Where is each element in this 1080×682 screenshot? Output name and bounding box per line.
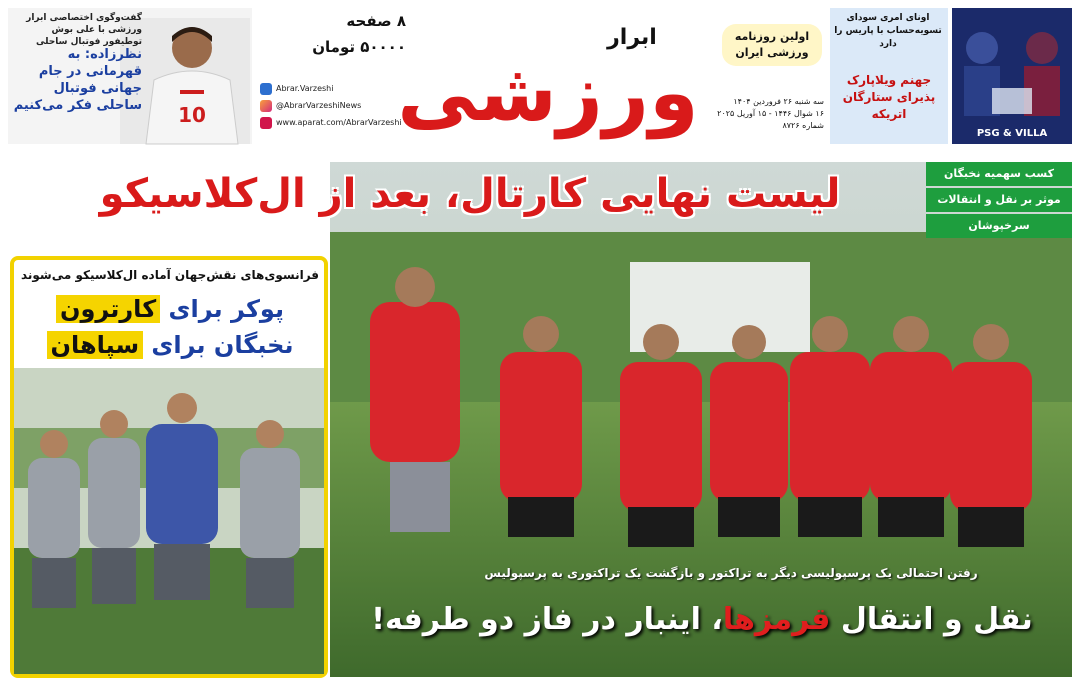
issue-number: شماره ۸۷۲۶ bbox=[782, 121, 824, 130]
promo-header: گفت‌وگوی اختصاصی ابرار ورزشی با علی بوش توطیفور فوتبال ساحلی bbox=[26, 13, 142, 47]
story-subline: رفتن احتمالی یک پرسپولیسی دیگر به تراکتور و بازگشت یک تراکتوری به پرسپولیس bbox=[484, 566, 978, 580]
bottom-headline[interactable]: نقل و انتقال قرمزها، اینبار در فاز دو طرفه! bbox=[371, 602, 1033, 637]
issue-info bbox=[262, 10, 412, 70]
green-line: کسب سهمیه نخبگان bbox=[926, 162, 1072, 186]
social-link[interactable]: www.aparat.com/AbrarVarzeshi bbox=[260, 114, 410, 131]
green-line: سرخپوشان bbox=[926, 214, 1072, 238]
date-hijri: ۱۶ شوال ۱۴۴۶ - ۱۵ آوریل ۲۰۲۵ bbox=[717, 109, 824, 118]
date-gregorian-persian: سه شنبه ۲۶ فروردین ۱۴۰۴ bbox=[733, 97, 824, 106]
logo-main-text: ورزشی bbox=[397, 46, 699, 139]
card-kicker: فرانسوی‌های نقش‌جهان آماده ال‌کلاسیکو می‌شوند bbox=[20, 268, 320, 282]
jersey-number: 10 bbox=[178, 103, 206, 127]
promo-right-caption: PSG & VILLA bbox=[976, 128, 1048, 139]
sepahan-story-card[interactable] bbox=[10, 256, 328, 678]
highlight-yellow: سپاهان bbox=[47, 331, 144, 359]
highlight-yellow: کارترون bbox=[56, 295, 160, 323]
aparat-icon bbox=[260, 117, 272, 129]
promo-beach-soccer[interactable] bbox=[8, 8, 252, 144]
page-count: ۸ صفحه bbox=[346, 12, 406, 30]
main-headline[interactable]: لیست نهایی کارتال، بعد از ال‌کلاسیکو bbox=[99, 171, 841, 217]
newspaper-logo[interactable] bbox=[397, 8, 699, 146]
social-link[interactable]: Abrar.Varzeshi bbox=[260, 80, 410, 97]
promo-mid-top: اونای امری سودای تسویه‌حساب با پاریس را دارد bbox=[834, 13, 942, 49]
blue-square-icon bbox=[260, 83, 272, 95]
card-headline-1: پوکر برای کارترون bbox=[16, 292, 324, 326]
promo-emery[interactable] bbox=[830, 8, 948, 144]
green-line: موثر بر نقل و انتقالات bbox=[926, 188, 1072, 212]
psg-villa-artwork bbox=[952, 8, 1072, 144]
masthead bbox=[0, 0, 1080, 150]
tagline: اولین روزنامه ورزشی ایران bbox=[722, 24, 822, 66]
highlight-red: قرمزها bbox=[722, 602, 831, 637]
social-links bbox=[260, 80, 410, 140]
date-box bbox=[694, 96, 824, 132]
promo-psg-villa[interactable] bbox=[952, 8, 1072, 144]
instagram-icon bbox=[260, 100, 272, 112]
promo-mid-headline: جهنم ویلاپارک پذیرای ستارگان اتریکه bbox=[842, 73, 936, 121]
social-link[interactable]: @AbrarVarzeshiNews bbox=[260, 97, 410, 114]
green-teaser-box[interactable] bbox=[926, 162, 1072, 238]
price: ۵۰۰۰۰ تومان bbox=[312, 38, 406, 56]
card-headline-2: نخبگان برای سپاهان bbox=[16, 328, 324, 362]
logo-small-text: ابرار bbox=[607, 25, 657, 50]
promo-headline: نظرزاده: به قهرمانی در جام جهانی فوتبال ساحلی فکر می‌کنیم bbox=[13, 47, 142, 113]
sepahan-training-photo bbox=[14, 368, 324, 674]
